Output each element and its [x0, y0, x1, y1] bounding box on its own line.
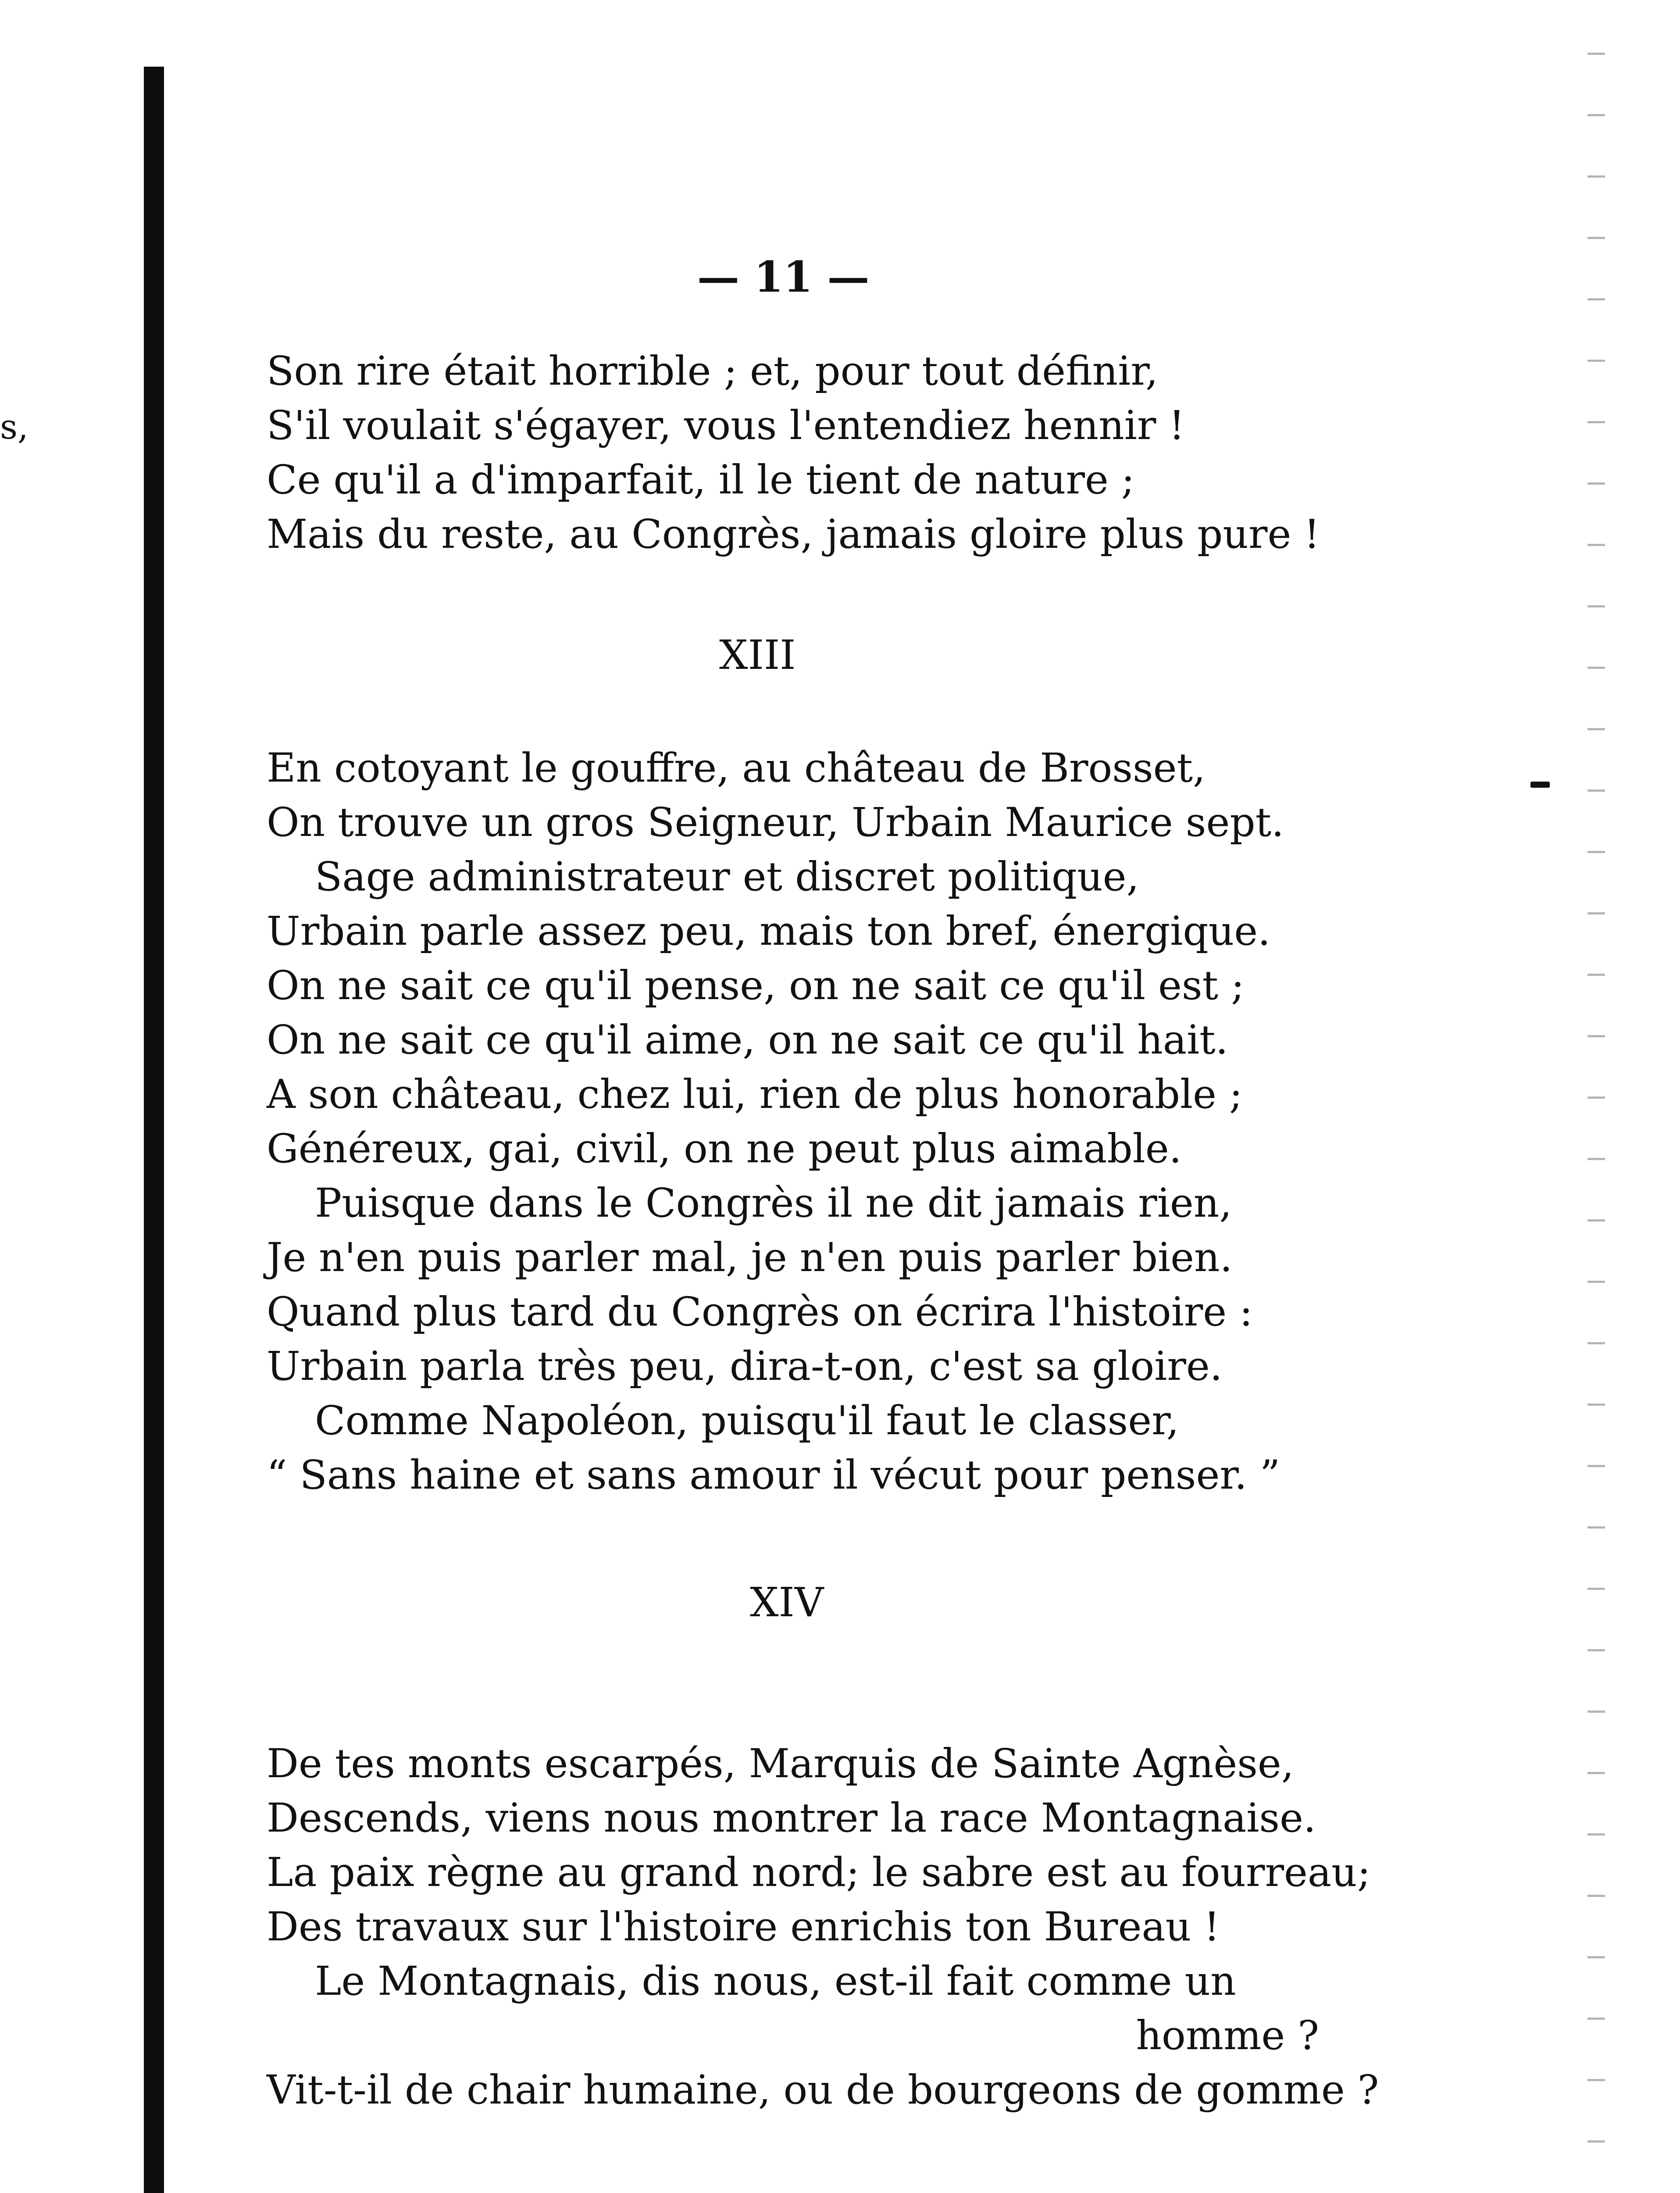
scan-noise-right	[1587, 53, 1605, 2193]
verse-line: On trouve un gros Seigneur, Urbain Maurice sept.	[267, 800, 1284, 846]
verse-line: Comme Napoléon, puisqu'il faut le classer,	[315, 1398, 1179, 1444]
verse-line: Son rire était horrible ; et, pour tout définir,	[267, 348, 1158, 394]
verse-line: On ne sait ce qu'il aime, on ne sait ce qu'il hait.	[267, 1017, 1228, 1063]
verse-line: S'il voulait s'égayer, vous l'entendiez hennir !	[267, 403, 1185, 449]
verse-line: Descends, viens nous montrer la race Montagnaise.	[267, 1795, 1316, 1841]
verse-line: En cotoyant le gouffre, au château de Brosset,	[267, 745, 1206, 791]
verse-line: Sage administrateur et discret politique,	[315, 854, 1139, 900]
section-heading-xiii: XIII	[719, 632, 796, 679]
scan-mark	[1530, 782, 1550, 788]
stanza-xiii	[267, 741, 1284, 1503]
margin-text-fragment: s,	[0, 407, 29, 447]
verse-line: Puisque dans le Congrès il ne dit jamais rien,	[315, 1180, 1232, 1226]
verse-line: La paix règne au grand nord; le sabre est au fourreau;	[267, 1850, 1371, 1896]
section-heading-xiv: XIV	[750, 1579, 824, 1626]
verse-line: Urbain parla très peu, dira-t-on, c'est sa gloire.	[267, 1343, 1223, 1389]
verse-line: Généreux, gai, civil, on ne peut plus aimable.	[267, 1126, 1182, 1172]
verse-line: A son château, chez lui, rien de plus honorable ;	[267, 1071, 1243, 1118]
verse-line: Quand plus tard du Congrès on écrira l'histoire :	[267, 1289, 1253, 1335]
verse-line: “ Sans haine et sans amour il vécut pour penser. ”	[267, 1452, 1281, 1498]
verse-line: Des travaux sur l'histoire enrichis ton Bureau !	[267, 1904, 1220, 1950]
stanza-continuation	[267, 344, 1320, 562]
verse-line: On ne sait ce qu'il pense, on ne sait ce qu'il est ;	[267, 963, 1245, 1009]
stanza-xiv	[267, 1737, 1379, 2118]
verse-line: Urbain parle assez peu, mais ton bref, énergique.	[267, 908, 1271, 954]
verse-line: Je n'en puis parler mal, je n'en puis parler bien.	[267, 1235, 1233, 1281]
verse-line-runover: homme ?	[1136, 2013, 1319, 2059]
verse-line: Vit-t-il de chair humaine, ou de bourgeons de gomme ?	[267, 2067, 1379, 2113]
verse-line: Ce qu'il a d'imparfait, il le tient de nature ;	[267, 457, 1135, 503]
binding-edge	[144, 67, 164, 2193]
verse-line: Mais du reste, au Congrès, jamais gloire plus pure !	[267, 511, 1320, 557]
verse-line: Le Montagnais, dis nous, est-il fait comme un	[315, 1958, 1236, 2004]
verse-line: De tes monts escarpés, Marquis de Sainte Agnèse,	[267, 1741, 1294, 1787]
page-number: — 11 —	[697, 252, 870, 302]
